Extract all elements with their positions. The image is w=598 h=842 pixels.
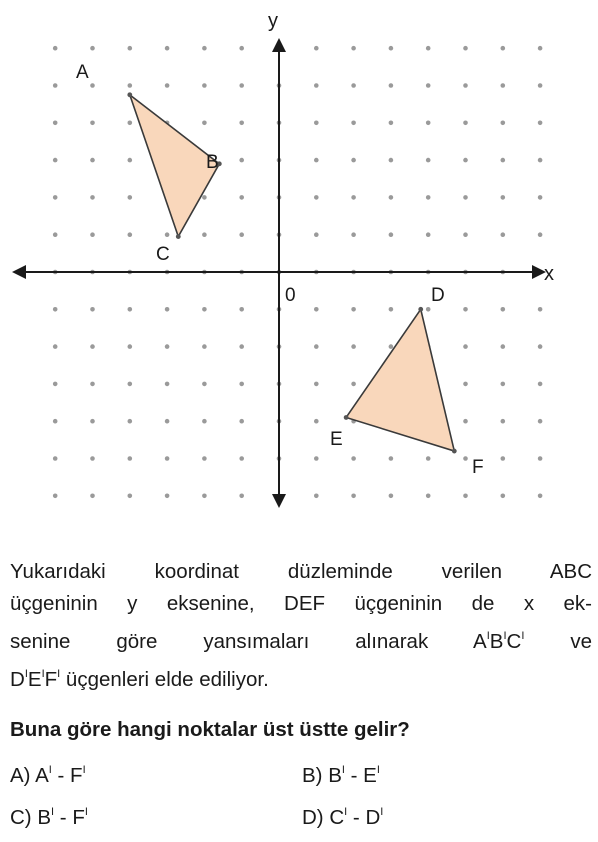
option-letter: A) <box>10 764 31 787</box>
option-a[interactable] <box>10 764 86 788</box>
grid-dot <box>538 232 543 237</box>
grid-dot <box>202 307 207 312</box>
grid-dot <box>90 46 95 51</box>
grid-dot <box>202 419 207 424</box>
grid-dot <box>314 344 319 349</box>
grid-dot <box>389 46 394 51</box>
grid-dot <box>202 195 207 200</box>
grid-dot <box>463 419 468 424</box>
grid-dot <box>90 382 95 387</box>
question-text <box>10 556 592 696</box>
grid-dot <box>239 46 244 51</box>
y-axis-bottom-arrow <box>272 494 286 508</box>
grid-dot <box>501 83 506 88</box>
option-separator: - <box>347 806 366 829</box>
grid-dot <box>314 158 319 163</box>
grid-dot <box>389 83 394 88</box>
grid-dot <box>538 382 543 387</box>
grid-dot <box>463 195 468 200</box>
grid-dot <box>351 46 356 51</box>
grid-dot <box>128 419 133 424</box>
grid-dot <box>463 344 468 349</box>
grid-dot <box>53 232 58 237</box>
option-separator: - <box>54 806 73 829</box>
grid-dot <box>202 494 207 499</box>
grid-dot <box>314 307 319 312</box>
prime-mark: I <box>503 630 507 642</box>
grid-dot <box>202 121 207 126</box>
grid-dot <box>538 158 543 163</box>
grid-dot <box>389 344 394 349</box>
question-line-2: üçgeninin y eksenine, DEF üçgeninin de x ek- <box>10 592 592 615</box>
grid-dot <box>128 46 133 51</box>
vertex-label-b: B <box>206 152 219 173</box>
grid-dot <box>239 382 244 387</box>
text-fragment: C <box>506 630 522 653</box>
grid-dot <box>351 456 356 461</box>
grid-dot <box>202 46 207 51</box>
option-separator: - <box>51 764 71 787</box>
grid-dot <box>90 307 95 312</box>
grid-dot <box>239 232 244 237</box>
option-point: E <box>363 764 377 787</box>
grid-dot <box>90 344 95 349</box>
grid-dot <box>538 195 543 200</box>
text-fragment: senine göre yansımaları alınarak A <box>10 630 487 653</box>
grid-dot <box>389 158 394 163</box>
grid-dot <box>463 83 468 88</box>
grid-dot <box>389 121 394 126</box>
grid-dot <box>538 46 543 51</box>
grid-dot <box>128 158 133 163</box>
text-fragment: E <box>27 668 42 691</box>
text-fragment: D <box>10 668 25 691</box>
grid-dot <box>463 456 468 461</box>
grid-dot <box>53 195 58 200</box>
triangle-def <box>346 309 454 451</box>
grid-dot <box>389 494 394 499</box>
prime-mark: I <box>48 764 52 776</box>
grid-dot <box>426 83 431 88</box>
option-point: D <box>365 806 381 829</box>
grid-dot <box>501 232 506 237</box>
grid-dot <box>426 456 431 461</box>
grid-dot <box>128 344 133 349</box>
option-d[interactable] <box>302 806 383 830</box>
grid-dot <box>351 158 356 163</box>
grid-dot <box>538 344 543 349</box>
grid-dot <box>426 307 431 312</box>
y-axis-label: y <box>268 10 278 32</box>
prime-mark: I <box>84 806 88 818</box>
prime-mark: I <box>344 806 348 818</box>
grid-dot <box>538 307 543 312</box>
option-letter: C) <box>10 806 32 829</box>
grid-dot <box>538 456 543 461</box>
grid-dot <box>53 456 58 461</box>
grid-dot <box>53 307 58 312</box>
prime-mark: I <box>376 764 380 776</box>
grid-dot <box>351 344 356 349</box>
question-line-1: Yukarıdaki koordinat düzleminde verilen ABC <box>10 560 592 583</box>
grid-dot <box>426 195 431 200</box>
grid-dot <box>501 195 506 200</box>
prime-mark: I <box>521 630 525 642</box>
grid-dot <box>53 419 58 424</box>
grid-dot <box>463 158 468 163</box>
grid-dot <box>538 494 543 499</box>
grid-dot <box>314 419 319 424</box>
grid-dot <box>90 83 95 88</box>
grid-dot <box>426 494 431 499</box>
grid-dot <box>165 494 170 499</box>
grid-dot <box>239 158 244 163</box>
grid-dot <box>128 456 133 461</box>
grid-dot <box>463 232 468 237</box>
grid-dot <box>128 232 133 237</box>
question-line-4 <box>10 658 592 696</box>
text-fragment: B <box>489 630 504 653</box>
grid-dot <box>501 46 506 51</box>
vertex-point-c <box>176 234 181 239</box>
text-fragment: F <box>44 668 58 691</box>
text-fragment: ve <box>524 630 592 653</box>
grid-dot <box>538 121 543 126</box>
grid-dot <box>202 344 207 349</box>
grid-dot <box>128 195 133 200</box>
grid-dot <box>90 232 95 237</box>
option-point: C <box>329 806 345 829</box>
grid-dot <box>90 494 95 499</box>
grid-dot <box>501 419 506 424</box>
prime-mark: I <box>82 764 86 776</box>
grid-dot <box>53 83 58 88</box>
option-b[interactable] <box>302 764 380 788</box>
vertex-label-d: D <box>431 285 445 306</box>
option-point: B <box>328 764 342 787</box>
grid-dot <box>202 232 207 237</box>
vertex-point-d <box>418 307 423 312</box>
option-c[interactable] <box>10 806 88 830</box>
grid-dot <box>389 307 394 312</box>
grid-dot <box>239 344 244 349</box>
grid-dot <box>128 121 133 126</box>
grid-dot <box>351 307 356 312</box>
grid-dot <box>314 494 319 499</box>
grid-dot <box>501 382 506 387</box>
grid-dot <box>426 46 431 51</box>
grid-dot <box>90 195 95 200</box>
grid-dot <box>501 494 506 499</box>
grid-dot <box>314 232 319 237</box>
vertex-label-a: A <box>76 62 89 83</box>
grid-dot <box>53 382 58 387</box>
vertex-point-a <box>127 92 132 97</box>
grid-dot <box>90 158 95 163</box>
prime-mark: I <box>486 630 490 642</box>
grid-dot <box>351 121 356 126</box>
grid-dot <box>128 307 133 312</box>
vertex-label-c: C <box>156 244 170 265</box>
vertex-label-e: E <box>330 429 343 450</box>
option-point: F <box>72 806 85 829</box>
grid-dot <box>202 456 207 461</box>
prime-mark: I <box>57 668 61 680</box>
origin-label: 0 <box>285 285 296 306</box>
grid-dot <box>239 83 244 88</box>
grid-dot <box>501 456 506 461</box>
grid-dot <box>314 456 319 461</box>
grid-dot <box>202 382 207 387</box>
grid-dot <box>463 494 468 499</box>
grid-dot <box>239 494 244 499</box>
grid-dot <box>53 121 58 126</box>
option-point: F <box>70 764 83 787</box>
prime-mark: I <box>41 668 45 680</box>
grid-dot <box>426 158 431 163</box>
grid-dot <box>351 232 356 237</box>
prime-mark: I <box>341 764 345 776</box>
grid-dot <box>239 121 244 126</box>
grid-dot <box>165 307 170 312</box>
y-axis-top-arrow <box>272 38 286 52</box>
grid-dot <box>90 121 95 126</box>
grid-dot <box>128 494 133 499</box>
grid-dot <box>501 307 506 312</box>
grid-dot <box>314 195 319 200</box>
question-prompt: Buna göre hangi noktalar üst üstte gelir? <box>10 718 410 741</box>
grid-dot <box>53 46 58 51</box>
question-line-3 <box>10 620 592 658</box>
grid-dot <box>314 382 319 387</box>
grid-dot <box>239 456 244 461</box>
grid-dot <box>351 494 356 499</box>
grid-dot <box>426 121 431 126</box>
grid-dot <box>128 83 133 88</box>
grid-dot <box>351 83 356 88</box>
grid-dot <box>314 83 319 88</box>
grid-dot <box>239 195 244 200</box>
grid-dot <box>128 382 133 387</box>
x-axis-left-arrow <box>12 265 26 279</box>
grid-dot <box>165 382 170 387</box>
grid-dot <box>501 121 506 126</box>
grid-dot <box>351 195 356 200</box>
grid-dot <box>53 344 58 349</box>
grid-dot <box>389 195 394 200</box>
grid-dot <box>314 46 319 51</box>
option-separator: - <box>344 764 364 787</box>
x-axis-label: x <box>544 263 554 285</box>
option-point: B <box>37 806 52 829</box>
grid-dot <box>239 307 244 312</box>
vertex-point-f <box>452 449 457 454</box>
grid-dot <box>501 344 506 349</box>
grid-dot <box>165 232 170 237</box>
grid-dot <box>90 456 95 461</box>
grid-dot <box>314 121 319 126</box>
grid-dot <box>463 46 468 51</box>
grid-dot <box>426 232 431 237</box>
grid-dot <box>463 307 468 312</box>
option-letter: B) <box>302 764 323 787</box>
grid-dot <box>202 83 207 88</box>
vertex-label-f: F <box>472 457 484 478</box>
grid-dot <box>538 419 543 424</box>
grid-dot <box>53 494 58 499</box>
grid-dot <box>389 232 394 237</box>
vertex-point-e <box>344 415 349 420</box>
grid-dot <box>165 456 170 461</box>
grid-dot <box>239 419 244 424</box>
text-fragment: üçgenleri elde ediliyor. <box>60 668 269 691</box>
option-letter: D) <box>302 806 324 829</box>
prime-mark: I <box>24 668 28 680</box>
option-point: A <box>35 764 49 787</box>
grid-dot <box>538 83 543 88</box>
grid-dot <box>165 344 170 349</box>
prime-mark: I <box>380 806 384 818</box>
grid-dot <box>463 121 468 126</box>
grid-dot <box>165 419 170 424</box>
grid-dot <box>53 158 58 163</box>
grid-dot <box>351 382 356 387</box>
grid-dot <box>389 456 394 461</box>
grid-dot <box>90 419 95 424</box>
grid-dot <box>165 46 170 51</box>
grid-dot <box>463 382 468 387</box>
grid-dot <box>501 158 506 163</box>
grid-dot <box>165 83 170 88</box>
prime-mark: I <box>51 806 55 818</box>
